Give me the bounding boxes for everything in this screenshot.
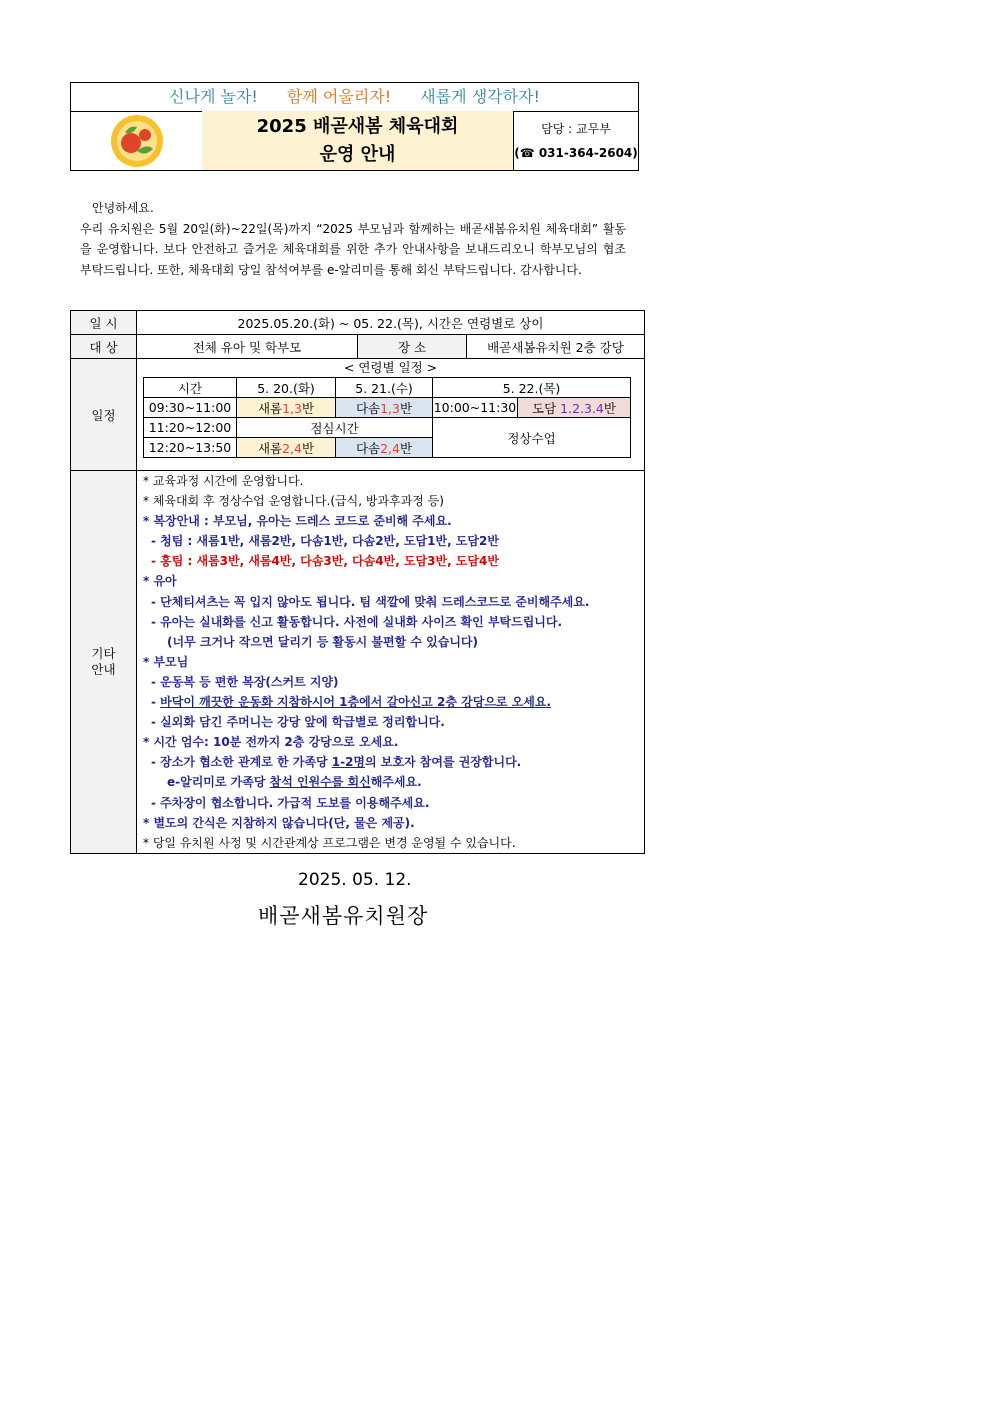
etc-line: * 시간 엄수: 10분 전까지 2층 강당으로 오세요. — [143, 735, 399, 750]
kindergarten-logo-icon — [107, 113, 167, 169]
intro-text — [80, 198, 626, 280]
etc-underlined: 바닥이 깨끗한 운동화 지참하시어 1층에서 갈아신고 2층 강당으로 오세요. — [160, 695, 552, 710]
class-name: 도담 — [532, 400, 561, 416]
sched-header-time: 시간 — [144, 378, 237, 398]
etc-line: * 부모님 — [143, 654, 189, 669]
class-nums: 1,3 — [380, 400, 400, 416]
class-nums: 2,4 — [380, 440, 400, 456]
etc-label — [71, 471, 137, 854]
sched-row1-time: 09:30~11:00 — [144, 398, 237, 418]
etc-part: 해주세요. — [370, 775, 422, 790]
etc-line: * 복장안내 : 부모님, 유아는 드레스 코드로 준비해 주세요. — [143, 514, 452, 529]
date-label: 일 시 — [71, 311, 137, 335]
class-nums: 1.2.3.4 — [560, 400, 604, 416]
etc-part: 의 보호자 참여를 권장합니다. — [365, 755, 522, 770]
etc-line: - 운동복 등 편한 복장(스커트 지양) — [151, 674, 339, 689]
sched-regular: 정상수업 — [433, 418, 631, 458]
intro-body: 우리 유치원은 5월 20일(화)~22일(목)까지 “2025 부모님과 함께하는 배곧새봄유치원 체육대회” 활동을 운영합니다. 보다 안전하고 즐거운 체육대회를 위한 추가 안내사항을 보내드리오니 학부모님의 협조 부탁드립니다. 또한, 체육대회 당일 참석여부를 e-알리미를 통해 회신 부탁드립니다. 감사합니다. — [80, 221, 626, 277]
sched-row3-d1 — [237, 438, 336, 458]
footer-date: 2025. 05. 12. — [298, 870, 412, 890]
class-name: 다솜 — [355, 400, 381, 416]
sched-row3-d2 — [336, 438, 433, 458]
class-nums: 1,3 — [282, 400, 302, 416]
class-name: 새롬 — [257, 400, 283, 416]
etc-line: (너무 크거나 작으면 달리기 등 활동시 불편할 수 있습니다) — [167, 634, 479, 649]
sched-header-d2: 5. 21.(수) — [336, 378, 433, 398]
target-value: 전체 유아 및 학부모 — [137, 335, 358, 359]
sched-row2-time: 11:20~12:00 — [144, 418, 237, 438]
sched-header-d3: 5. 22.(목) — [433, 378, 631, 398]
logo-cell — [71, 111, 203, 170]
header-box — [70, 82, 639, 171]
contact-cell — [513, 111, 639, 170]
sched-row1-d2 — [336, 398, 433, 418]
etc-line: - 실외화 담긴 주머니는 강당 앞에 학급별로 정리합니다. — [151, 715, 445, 730]
footer-signature: 배곧새봄유치원장 — [258, 904, 429, 928]
etc-line: * 교육과정 시간에 운영합니다. — [143, 474, 304, 488]
etc-line: - 청팀 : 새롬1반, 새롬2반, 다솜1반, 다솜2반, 도담1반, 도담2반 — [151, 534, 499, 549]
etc-cell — [137, 471, 645, 854]
etc-line: - 주차장이 협소합니다. 가급적 도보를 이용해주세요. — [151, 795, 430, 810]
sched-row1-d3 — [518, 398, 631, 418]
etc-line: - 바닥이 깨끗한 운동화 지참하시어 1층에서 갈아신고 2층 강당으로 오세요. — [151, 695, 552, 710]
sched-lunch: 점심시간 — [237, 418, 433, 438]
title-line-1: 2025 배곧새봄 체육대회 — [256, 116, 459, 137]
etc-line: * 체육대회 후 정상수업 운영합니다.(급식, 방과후과정 등) — [143, 494, 444, 509]
contact-phone: (☎ 031-364-2604) — [514, 146, 638, 160]
sched-row1-d3-time: 10:00~11:30 — [433, 398, 518, 418]
place-label: 장 소 — [358, 335, 467, 359]
class-name: 다솜 — [355, 440, 381, 456]
contact-dept: 담당 : 교무부 — [541, 122, 611, 136]
slogan-1: 신나게 놀자! — [169, 87, 258, 106]
class-suffix: 반 — [301, 440, 315, 456]
title-line-2: 운영 안내 — [319, 144, 396, 165]
sched-row3-time: 12:20~13:50 — [144, 438, 237, 458]
sched-header-d1: 5. 20.(화) — [237, 378, 336, 398]
slogan-row — [71, 83, 638, 112]
etc-label-1: 기타 — [91, 645, 116, 661]
schedule-table — [143, 377, 631, 458]
target-label: 대 상 — [71, 335, 137, 359]
etc-line: - 유아는 실내화를 신고 활동합니다. 사전에 실내화 사이즈 확인 부탁드립니다. — [151, 614, 563, 629]
schedule-cell — [137, 359, 645, 471]
etc-label-2: 안내 — [91, 661, 116, 677]
title-cell — [202, 111, 514, 170]
etc-line: * 별도의 간식은 지참하지 않습니다(단, 물은 제공). — [143, 815, 415, 830]
etc-line: * 당일 유치원 사정 및 시간관계상 프로그램은 변경 운영될 수 있습니다. — [143, 835, 516, 850]
slogan-3: 새롭게 생각하자! — [420, 87, 540, 106]
date-value: 2025.05.20.(화) ~ 05. 22.(목), 시간은 연령별로 상이 — [137, 311, 645, 335]
class-nums: 2,4 — [282, 440, 302, 456]
class-suffix: 반 — [399, 400, 413, 416]
etc-line — [137, 752, 644, 772]
class-suffix: 반 — [399, 440, 413, 456]
intro-greeting: 안녕하세요. — [92, 201, 154, 215]
etc-underlined: 참석 인원수를 회신 — [269, 775, 371, 790]
etc-underlined: 1-2명 — [331, 755, 366, 770]
etc-line: * 유아 — [143, 574, 177, 589]
place-value: 배곧새봄유치원 2층 강당 — [467, 335, 645, 359]
etc-line — [137, 772, 644, 792]
schedule-label: 일정 — [71, 359, 137, 471]
sched-row1-d1 — [237, 398, 336, 418]
etc-part: - 장소가 협소한 관계로 한 가족당 — [151, 755, 332, 770]
schedule-title: < 연령별 일정 > — [343, 360, 438, 375]
class-suffix: 반 — [603, 400, 616, 416]
class-suffix: 반 — [301, 400, 315, 416]
etc-line: - 단체티셔츠는 꼭 입지 않아도 됩니다. 팀 색깔에 맞춰 드레스코드로 준비해주세요. — [151, 594, 590, 609]
info-table — [70, 310, 645, 854]
slogan-2: 함께 어울리자! — [286, 87, 392, 106]
etc-line: - 홍팀 : 새롬3반, 새롬4반, 다솜3반, 다솜4반, 도담3반, 도담4반 — [151, 554, 499, 569]
etc-part: e-알리미로 가족당 — [167, 775, 270, 790]
class-name: 새롬 — [257, 440, 283, 456]
